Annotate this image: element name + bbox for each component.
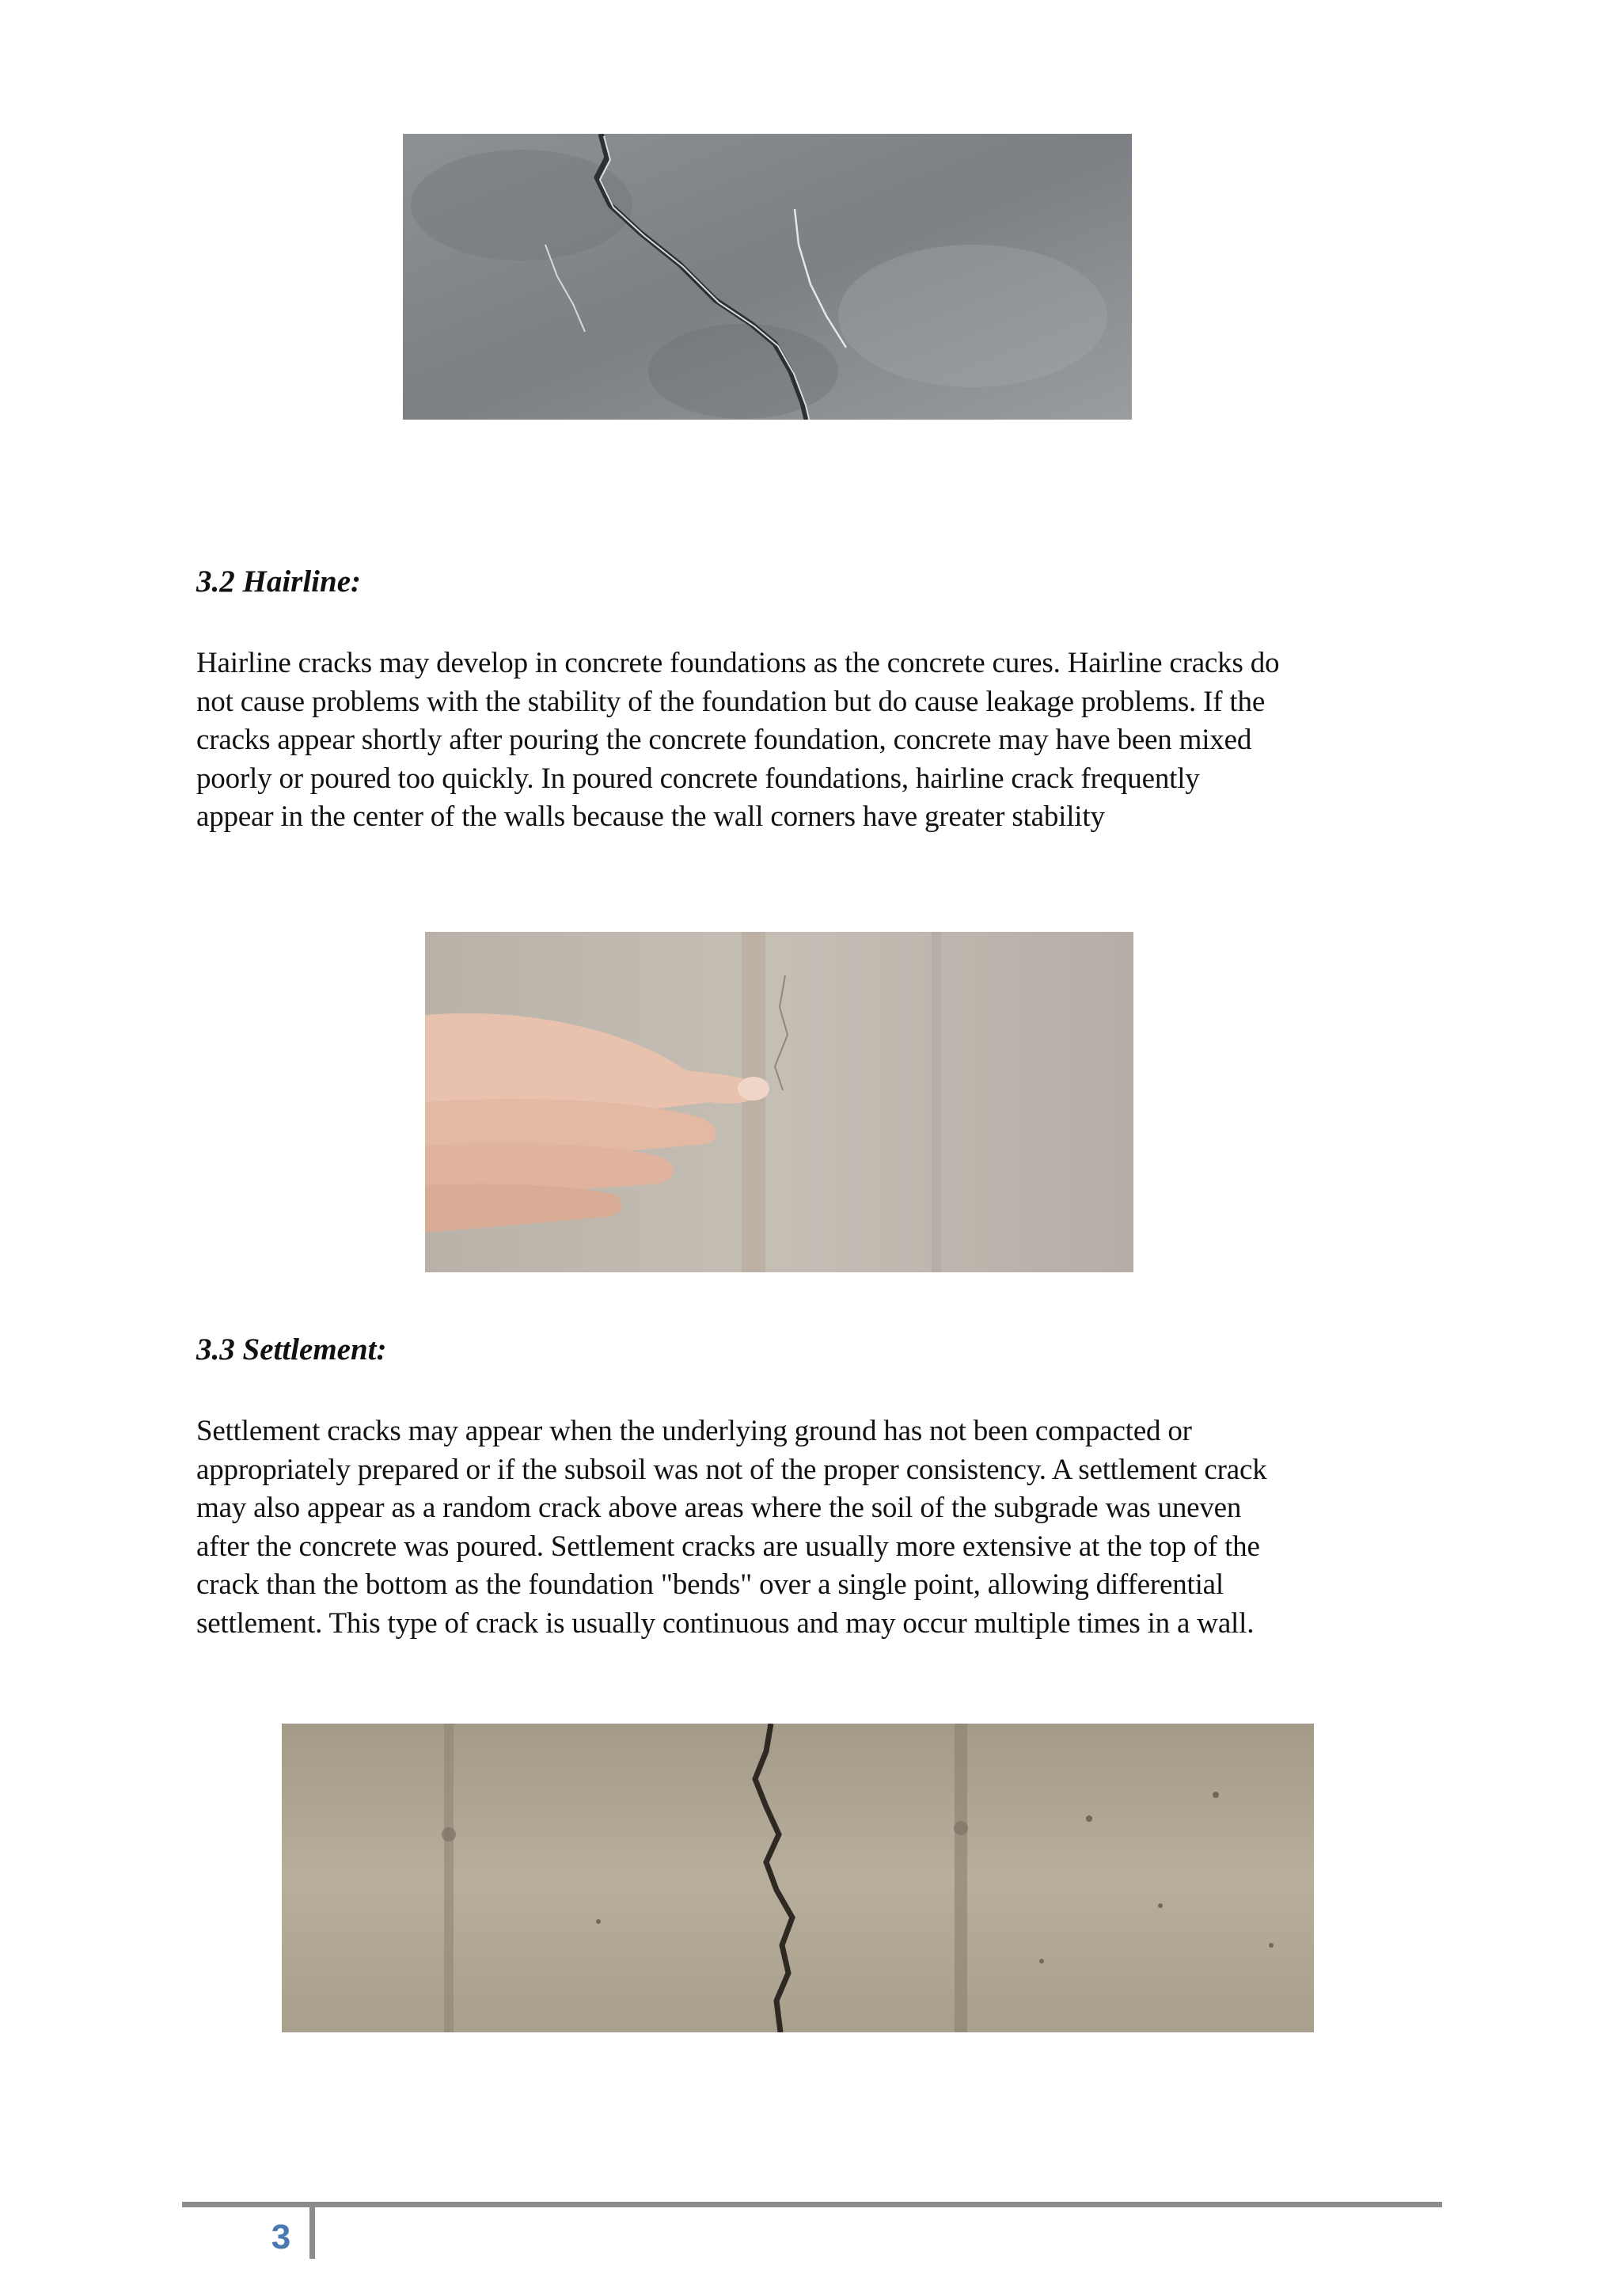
paragraph-line: appropriately prepared or if the subsoil was not of the proper consistency. A settlement crack: [196, 1453, 1267, 1486]
paragraph-line: may also appear as a random crack above areas where the soil of the subgrade was uneven: [196, 1492, 1242, 1524]
paragraph-line: poorly or poured too quickly. In poured concrete foundations, hairline crack frequently: [196, 762, 1200, 795]
section-heading-settlement: 3.3 Settlement:: [196, 1332, 387, 1367]
paragraph-line: crack than the bottom as the foundation "bends" over a single point, allowing differential: [196, 1568, 1224, 1601]
settlement-crack-photo: [282, 1724, 1314, 2032]
paragraph-line: after the concrete was poured. Settlement cracks are usually more extensive at the top of the: [196, 1530, 1260, 1563]
footer-divider: [309, 2202, 315, 2259]
page-number: 3: [271, 2218, 291, 2256]
footer-rule: [182, 2202, 1442, 2207]
paragraph-line: not cause problems with the stability of the foundation but do cause leakage problems. If the: [196, 685, 1266, 718]
paragraph-line: Hairline cracks may develop in concrete foundations as the concrete cures. Hairline cracks do: [196, 647, 1280, 679]
paragraph-line: cracks appear shortly after pouring the concrete foundation, concrete may have been mixed: [196, 724, 1252, 756]
paragraph-line: settlement. This type of crack is usually continuous and may occur multiple times in a wall.: [196, 1606, 1255, 1640]
section-paragraph-settlement: [196, 1412, 1431, 1643]
section-heading-hairline: 3.2 Hairline:: [196, 564, 362, 599]
paragraph-line: appear in the center of the walls because the wall corners have greater stability: [196, 800, 1105, 833]
section-paragraph-hairline: [196, 644, 1431, 837]
hairline-crack-photo: [425, 932, 1133, 1272]
concrete-crack-photo: [403, 134, 1132, 420]
paragraph-line: Settlement cracks may appear when the underlying ground has not been compacted or: [196, 1415, 1192, 1447]
